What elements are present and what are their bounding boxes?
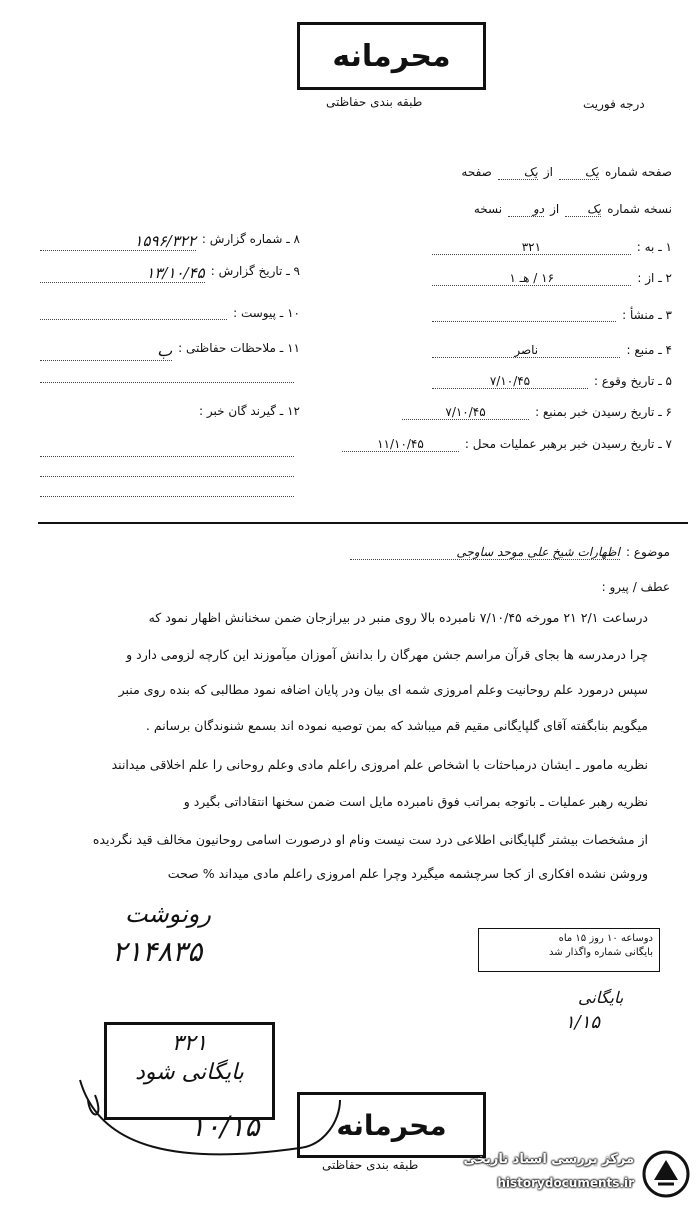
field-label: ۱۱ ـ ملاحظات حفاظتی : [178,341,300,355]
subject-value: اظهارات شیخ علی موحد ساوجی [350,545,620,560]
receipt-date: ۱/۱۵ [565,1012,601,1033]
receipt-stamp-line1: دوساعه ۱۰ روز ۱۵ ماه [558,933,653,944]
urgency-label: درجه فوریت [583,97,645,111]
page-word: صفحه [461,165,492,179]
copy-number-line [412,202,672,217]
subject-label: موضوع : [625,545,670,559]
recipients-field [40,404,300,418]
field-label: ۵ ـ تاریخ وقوع : [593,374,672,388]
classification-text: محرمانه [332,38,451,74]
blank-line [40,496,294,497]
handwritten-number: ۲۱۴۸۳۵ [112,935,203,968]
field-value: ۷/۱۰/۴۵ [432,374,588,389]
section-divider [38,522,688,524]
body-line: نظریه رهبر عملیات ـ باتوجه بمراتب فوق نامبرده مایل است ضمن سخنها انتقاداتی بگیرد و [183,794,648,809]
watermark [430,1148,692,1200]
footer-classification-text: محرمانه [336,1108,447,1142]
field-value: ۱۳/۱۰/۴۵ [40,264,205,283]
to-field [432,240,672,255]
field-label: ۲ ـ از : [637,271,672,285]
receipt-note: بایگانی [578,988,624,1007]
report-number-field [40,232,300,251]
page-total: یک [498,165,538,180]
field-value: ب [40,341,172,361]
body-line: چرا درمدرسه ها بجای قرآن مراسم جشن مهرگان را بدانش آموزان میآموزند این کارچه لزومی دارد و [126,647,648,662]
body-line: درساعت ۲/۱ ۲۱ مورخه ۷/۱۰/۴۵ نامبرده بالا روی منبر در بیرازجان ضمن سخنانش اظهار نمود که [148,610,648,625]
field-label: ۱۲ ـ گیرند گان خبر : [199,404,300,418]
source-field [432,343,672,358]
receipt-stamp [478,928,660,972]
field-label: ۱ ـ به : [636,240,672,254]
archive-text: بایگانی شود [135,1060,244,1085]
copy-label: نسخه شماره [607,202,672,216]
archive-date: ۱۰/۱۵ [190,1110,260,1143]
page-of: از [543,165,554,179]
blank-line [40,476,294,477]
from-field [432,271,672,286]
field-label: ۳ ـ منشأ : [622,308,672,322]
copy-word: نسخه [473,202,503,216]
field-value [432,308,616,322]
body-line: سپس درمورد علم روحانیت وعلم امروزی شمه ای بیان ودر پایان اضافه نمود مطالبی که بنده روی منبر [118,682,648,697]
body-line: وروشن نشده افکاری از کجا سرچشمه میگیرد وچرا علم امروزی راعلم مادی میداند % صحت [167,866,648,881]
reference-label: عطف / پیرو : [601,580,670,594]
page-number: یک [559,165,599,180]
security-notes-field [40,341,300,361]
field-label: ۶ ـ تاریخ رسیدن خبر بمنبع : [535,405,672,419]
source-receipt-date-field [402,405,672,420]
reference-line [550,580,670,594]
classification-stamp [297,22,486,90]
report-date-field [40,264,300,283]
body-line: نظریه مامور ـ ایشان درمباحثات با اشخاص علم امروزی راعلم مادی وعلم روحانی را علم اخلاقی میدانند [111,757,648,772]
page-number-line [412,165,672,180]
copy-number: یک [565,202,601,217]
blank-line [40,382,294,383]
archive-number: ۳۲۱ [171,1031,208,1056]
field-value: ۱۱/۱۰/۴۵ [342,437,459,452]
field-value [40,306,227,320]
field-label: ۴ ـ منبع : [626,343,672,357]
field-value: ۱۵۹۶/۳۲۲ [40,232,196,251]
field-label: ۹ ـ تاریخ گزارش : [210,264,300,278]
page-label: صفحه شماره [605,165,672,179]
subject-line [350,545,670,560]
leader-receipt-date-field [342,437,672,452]
watermark-logo-icon [640,1148,692,1200]
copy-total: دو [508,202,544,217]
field-value: ۱۶ / هـ ۱ [432,271,631,286]
body-line: میگویم بنابگفته آقای گلپایگانی مقیم قم میباشد که بمن توصیه نموده اند بسمع شنوندگان برسانم . [145,718,648,733]
field-value: ناصر [432,343,620,358]
event-date-field [432,374,672,389]
attachment-field [40,306,300,320]
classification-subtitle: طبقه بندی حفاظتی [326,95,423,109]
watermark-title: مرکز بررسی اسناد تاریخی [463,1152,634,1167]
origin-field [432,308,672,322]
field-label: ۱۰ ـ پیوست : [233,306,300,320]
footer-classification-subtitle: طبقه بندی حفاظتی [322,1158,419,1172]
receipt-stamp-line2: بایگانی شماره واگذار شد [549,947,653,958]
field-label: ۸ ـ شماره گزارش : [201,232,300,246]
field-label: ۷ ـ تاریخ رسیدن خبر برهبر عملیات محل : [464,437,672,451]
field-value: ۷/۱۰/۴۵ [402,405,529,420]
blank-line [40,456,294,457]
field-value: ۳۲۱ [432,240,631,255]
handwritten-signature: رونوشت [125,900,211,928]
watermark-url: historydocuments.ir [497,1176,634,1190]
body-line: از مشخصات بیشتر گلپایگانی اطلاعی درد ست نیست ونام او درصورت اسامی روحانیون مخالف قید نگردیده [92,832,648,847]
copy-of: از [550,202,560,216]
